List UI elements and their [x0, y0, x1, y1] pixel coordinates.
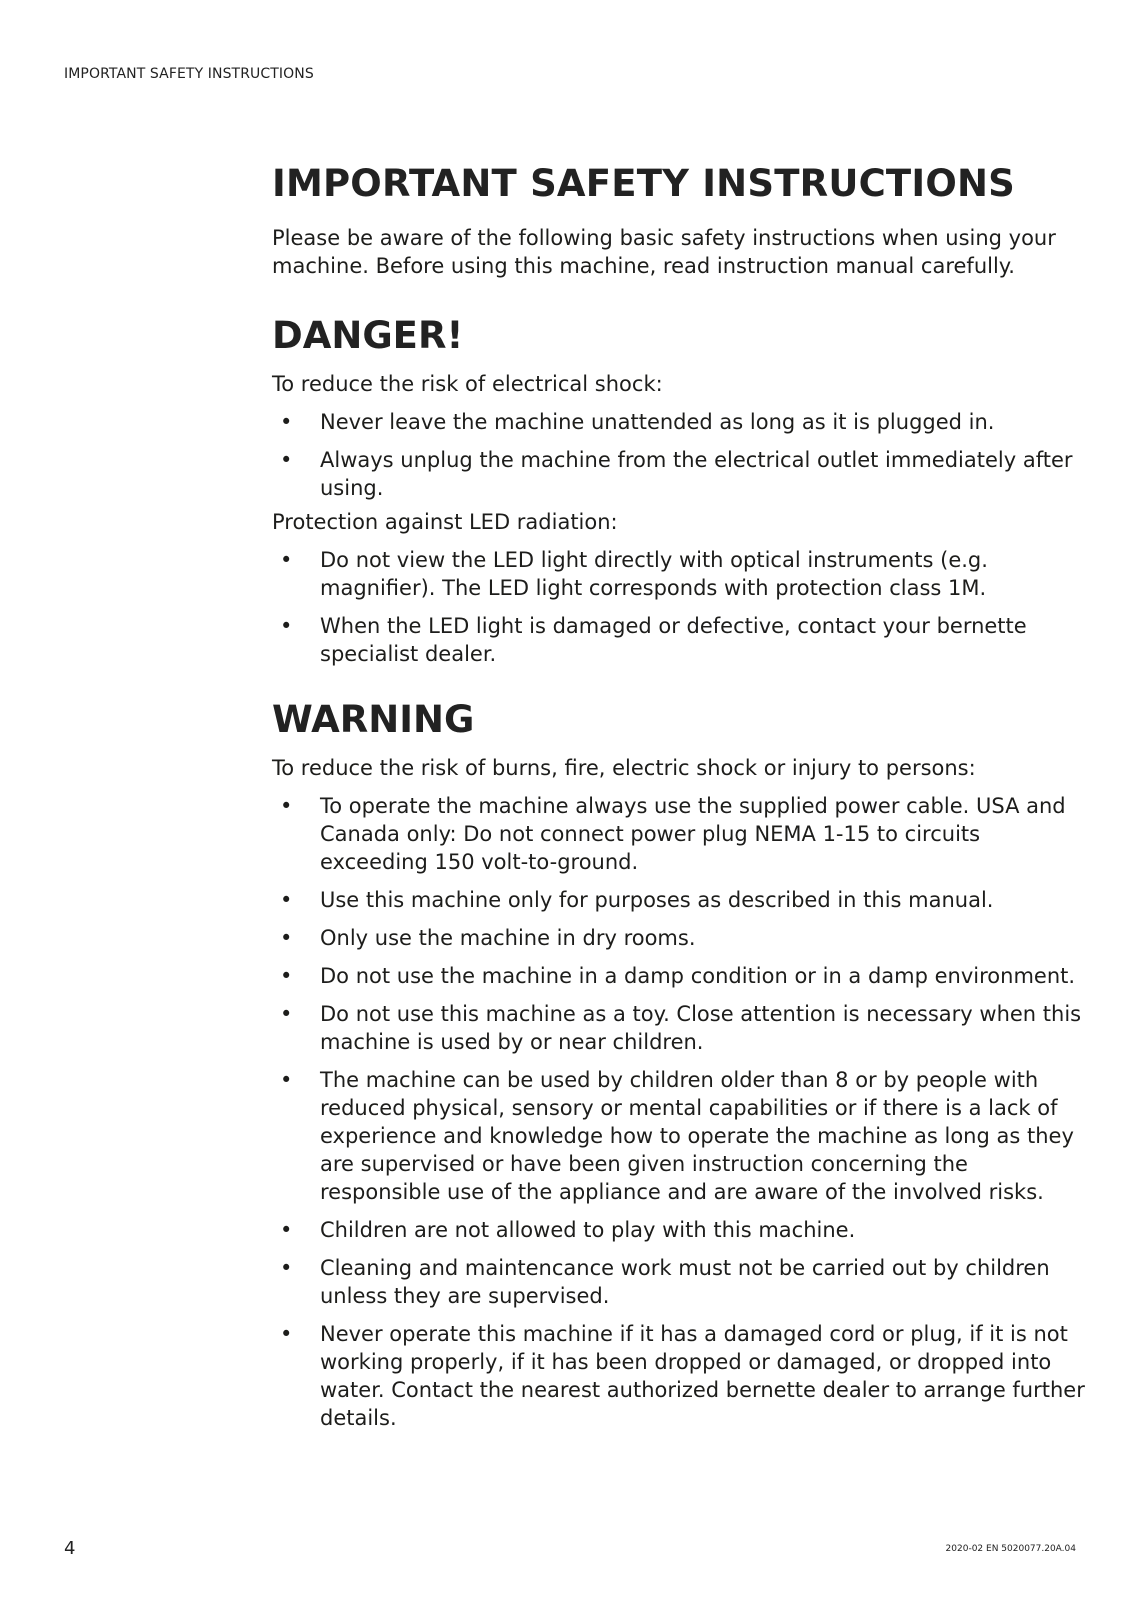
warning-lead: To reduce the risk of burns, fire, electric shock or injury to persons: [272, 756, 976, 780]
list-item-text: The machine can be used by children older than 8 or by people with reduced physical, sensory or mental capabilities or if there is a lack of experience and knowledge how to operate the machine as long as they are supervised or have been given instruction concerning the responsible use of the appliance and are aware of the involved risks. [320, 1068, 1074, 1204]
list-item [272, 886, 1092, 914]
bullet-icon: • [280, 794, 293, 818]
warning-list [272, 792, 1092, 1432]
list-item-text: Always unplug the machine from the electrical outlet immediately after using. [320, 448, 1073, 500]
page-content [272, 162, 1092, 1432]
list-item [272, 1320, 1092, 1432]
bullet-icon: • [280, 448, 293, 472]
bullet-icon: • [280, 1002, 293, 1026]
list-item [272, 1000, 1092, 1056]
led-lead: Protection against LED radiation: [272, 510, 618, 534]
list-item-text: Cleaning and maintencance work must not be carried out by children unless they are supervised. [320, 1256, 1050, 1308]
warning-heading: WARNING [272, 698, 475, 741]
list-item [272, 1254, 1092, 1310]
bullet-icon: • [280, 1218, 293, 1242]
list-item [272, 612, 1092, 668]
page-title: IMPORTANT SAFETY INSTRUCTIONS [272, 162, 1015, 205]
list-item-text: Only use the machine in dry rooms. [320, 926, 696, 950]
list-item [272, 446, 1092, 502]
document-code: 2020-02 EN 5020077.20A.04 [945, 1544, 1076, 1554]
list-item-text: To operate the machine always use the supplied power cable. USA and Canada only: Do not connect power plug NEMA 1-15 to circuits exceeding 150 volt-to-ground. [320, 794, 1066, 874]
list-item-text: When the LED light is damaged or defective, contact your bernette specialist dealer. [320, 614, 1027, 666]
list-item [272, 924, 1092, 952]
led-list [272, 546, 1092, 668]
list-item-text: Do not use this machine as a toy. Close attention is necessary when this machine is used by or near children. [320, 1002, 1082, 1054]
bullet-icon: • [280, 1068, 293, 1092]
list-item [272, 1066, 1092, 1206]
danger-heading: DANGER! [272, 314, 464, 357]
list-item [272, 962, 1092, 990]
bullet-icon: • [280, 548, 293, 572]
list-item-text: Children are not allowed to play with this machine. [320, 1218, 856, 1242]
list-item [272, 1216, 1092, 1244]
bullet-icon: • [280, 964, 293, 988]
list-item [272, 408, 1092, 436]
list-item-text: Do not view the LED light directly with optical instruments (e.g. magnifier). The LED light corresponds with protection class 1M. [320, 548, 988, 600]
bullet-icon: • [280, 614, 293, 638]
bullet-icon: • [280, 1256, 293, 1280]
list-item-text: Use this machine only for purposes as described in this manual. [320, 888, 994, 912]
bullet-icon: • [280, 1322, 293, 1346]
bullet-icon: • [280, 410, 293, 434]
page-number: 4 [64, 1538, 76, 1559]
running-header: IMPORTANT SAFETY INSTRUCTIONS [64, 66, 314, 82]
bullet-icon: • [280, 888, 293, 912]
list-item-text: Never leave the machine unattended as long as it is plugged in. [320, 410, 995, 434]
intro-paragraph: Please be aware of the following basic safety instructions when using your machine. Before using this machine, read instruction manual carefully. [272, 226, 1056, 278]
list-item-text: Never operate this machine if it has a damaged cord or plug, if it is not working properly, if it has been dropped or damaged, or dropped into water. Contact the nearest authorized bernette dealer to arrange further details. [320, 1322, 1085, 1430]
list-item-text: Do not use the machine in a damp condition or in a damp environment. [320, 964, 1076, 988]
list-item [272, 792, 1092, 876]
shock-lead: To reduce the risk of electrical shock: [272, 372, 663, 396]
shock-list [272, 408, 1092, 502]
bullet-icon: • [280, 926, 293, 950]
list-item [272, 546, 1092, 602]
